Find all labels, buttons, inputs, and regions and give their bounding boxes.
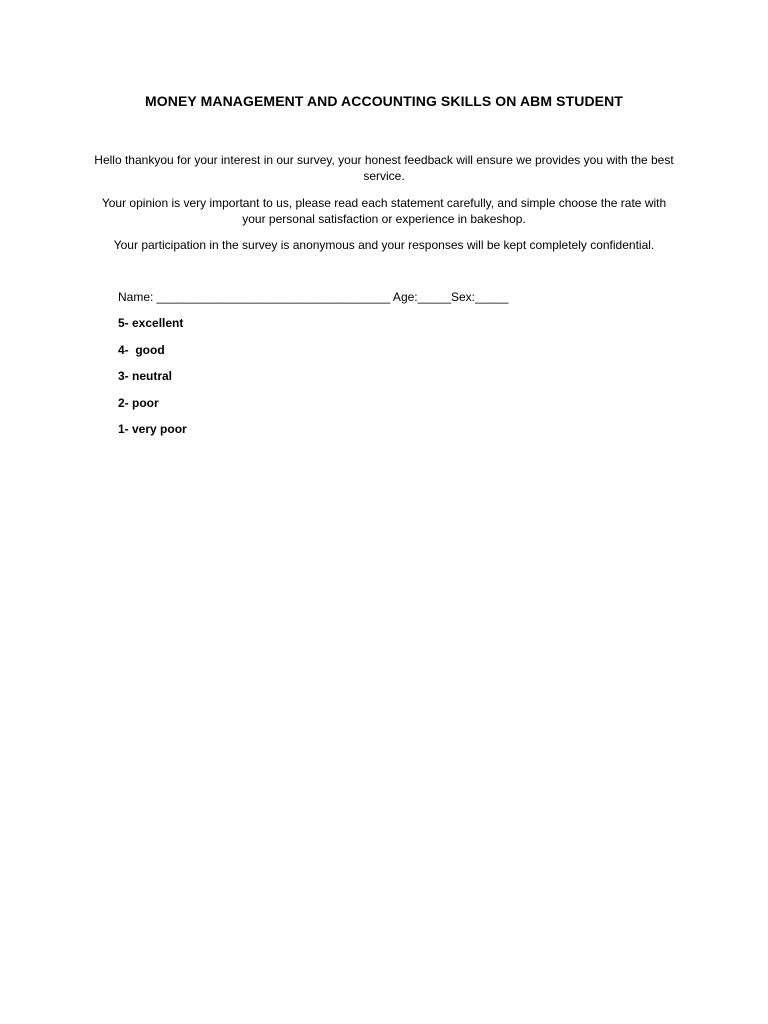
document-title: MONEY MANAGEMENT AND ACCOUNTING SKILLS ON ABM STUDENT	[145, 93, 623, 109]
intro-paragraph-confidentiality: Your participation in the survey is anonymous and your responses will be kept completely confidential.	[113, 238, 655, 252]
intro-paragraph-instructions: Your opinion is very important to us, please read each statement carefully, and simple choose the rate with your personal satisfaction or experience in bakeshop.	[101, 196, 667, 226]
rating-scale-item: 2- poor	[118, 396, 159, 410]
rating-scale-item: 3- neutral	[118, 369, 173, 383]
respondent-info-line: Name: ___________________________________ Age:_____Sex:_____	[118, 290, 509, 304]
rating-scale-item: 5- excellent	[118, 316, 184, 330]
intro-paragraph-thanks: Hello thankyou for your interest in our survey, your honest feedback will ensure we provides you with the best service.	[94, 153, 674, 183]
rating-scale-item: 4- good	[118, 343, 165, 357]
rating-scale-item: 1- very poor	[118, 422, 187, 436]
